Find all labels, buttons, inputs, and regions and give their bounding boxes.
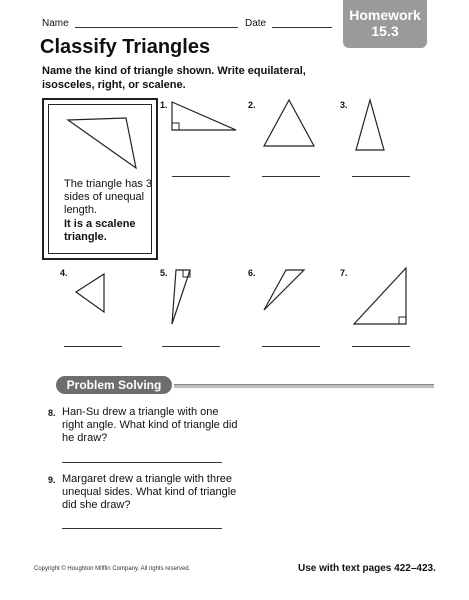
item-7-answer-line[interactable] bbox=[352, 346, 410, 347]
item-3-number: 3. bbox=[340, 100, 348, 110]
problem-solving-divider bbox=[174, 384, 434, 388]
question-8-answer-line[interactable] bbox=[62, 462, 222, 463]
question-9-text: Margaret drew a triangle with three unequal sides. What kind of triangle did she draw? bbox=[62, 473, 237, 511]
question-8-text: Han-Su drew a triangle with one right angle. What kind of triangle did he draw? bbox=[62, 406, 238, 444]
item-3-answer-line[interactable] bbox=[352, 176, 410, 177]
problem-solving-heading: Problem Solving bbox=[56, 376, 172, 394]
question-9-answer-line[interactable] bbox=[62, 528, 222, 529]
item-1-number: 1. bbox=[160, 100, 168, 110]
example-scalene-triangle bbox=[60, 112, 140, 172]
question-9-number: 9. bbox=[48, 475, 56, 485]
item-5-number: 5. bbox=[160, 268, 168, 278]
item-4-isosceles-triangle bbox=[70, 268, 110, 318]
date-label: Date bbox=[245, 18, 267, 29]
example-answer: It is a scalene triangle. bbox=[64, 218, 136, 243]
date-answer-line[interactable] bbox=[272, 27, 332, 28]
item-1-right-triangle bbox=[170, 98, 240, 134]
homework-number: 15.3 bbox=[371, 23, 399, 39]
item-7-right-triangle bbox=[350, 264, 410, 328]
name-answer-line[interactable] bbox=[75, 27, 238, 28]
item-6-answer-line[interactable] bbox=[262, 346, 320, 347]
page-title: Classify Triangles bbox=[40, 36, 211, 58]
item-5-right-triangle bbox=[168, 266, 198, 328]
item-2-answer-line[interactable] bbox=[262, 176, 320, 177]
item-4-number: 4. bbox=[60, 268, 68, 278]
text-pages-reference: Use with text pages 422–423. bbox=[298, 563, 436, 574]
homework-badge bbox=[343, 0, 427, 48]
name-label: Name bbox=[42, 18, 69, 29]
item-6-number: 6. bbox=[248, 268, 256, 278]
item-7-number: 7. bbox=[340, 268, 348, 278]
item-2-number: 2. bbox=[248, 100, 256, 110]
homework-label: Homework bbox=[349, 7, 421, 23]
instructions bbox=[42, 64, 342, 92]
item-2-equilateral-triangle bbox=[260, 96, 320, 152]
item-1-answer-line[interactable] bbox=[172, 176, 230, 177]
question-8-number: 8. bbox=[48, 408, 56, 418]
item-6-scalene-triangle bbox=[260, 266, 310, 314]
instructions-line-1: Name the kind of triangle shown. Write equilateral, bbox=[42, 65, 306, 77]
item-3-isosceles-triangle bbox=[350, 96, 390, 156]
item-4-answer-line[interactable] bbox=[64, 346, 122, 347]
item-5-answer-line[interactable] bbox=[162, 346, 220, 347]
example-description: The triangle has 3 sides of unequal length. bbox=[64, 178, 153, 216]
copyright-notice: Copyright © Houghton Mifflin Company. All rights reserved. bbox=[34, 566, 191, 572]
instructions-line-2: isosceles, right, or scalene. bbox=[42, 79, 186, 91]
